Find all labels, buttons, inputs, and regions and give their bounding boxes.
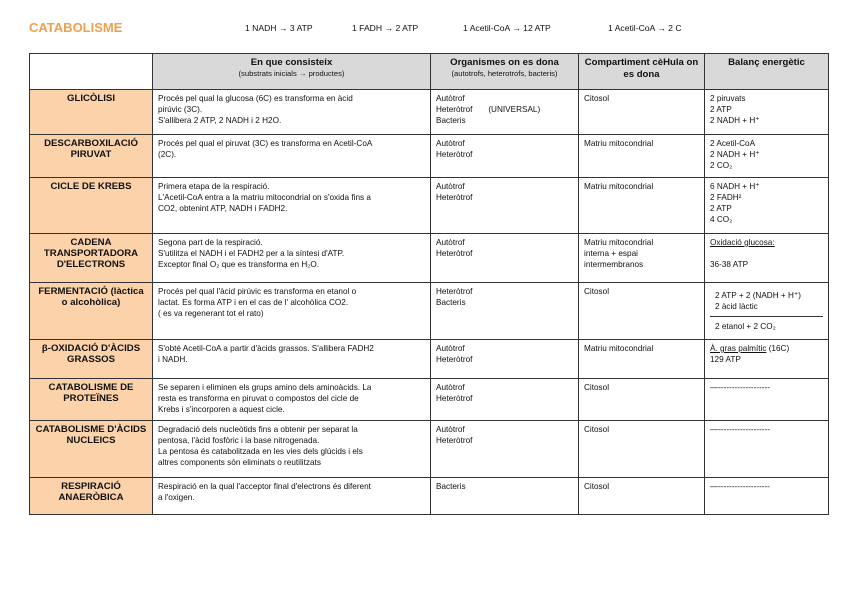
equivalence-acetil-coa-c: 1 Acetil-CoA → 2 C xyxy=(608,23,682,33)
energy-balance-cell xyxy=(705,340,829,379)
process-name: CATABOLISME D'ÀCIDS NUCLEICS xyxy=(30,421,153,478)
organism-line: Heteròtrof xyxy=(436,287,473,296)
description-cell xyxy=(153,379,431,421)
compartment-cell xyxy=(579,283,705,340)
energy-balance-alcoholic xyxy=(710,317,823,336)
header-description xyxy=(153,54,431,90)
energy-balance-line: 36-38 ATP xyxy=(710,260,749,269)
organisms-cell xyxy=(431,90,579,135)
compartment-line: Citosol xyxy=(584,482,610,491)
organism-line: Heteròtrof xyxy=(436,150,473,159)
description-line: i NADH. xyxy=(158,355,188,364)
energy-balance-line: 2 piruvats xyxy=(710,94,746,103)
compartment-line: Citosol xyxy=(584,94,610,103)
table-row xyxy=(30,340,829,379)
organism-line: Bacteris xyxy=(436,116,466,125)
description-line: altres components són eliminats o reutilitzats xyxy=(158,458,321,467)
compartment-cell xyxy=(579,340,705,379)
organism-line: Autòtrof xyxy=(436,383,465,392)
table-row xyxy=(30,478,829,515)
description-cell xyxy=(153,478,431,515)
compartment-line: interna + espai xyxy=(584,249,638,258)
header-description-subtitle: (substrats inicials → productes) xyxy=(238,69,345,78)
process-name: CADENA TRANSPORTADORA D'ELECTRONS xyxy=(30,234,153,283)
description-line: Procés pel qual l'àcid pirúvic es transforma en etanol o xyxy=(158,287,357,296)
process-name: β-OXIDACIÓ D'ÀCIDS GRASSOS xyxy=(30,340,153,379)
description-line: Degradació dels nucleòtids fins a obtenir per separat la xyxy=(158,425,358,434)
energy-balance-suffix: (16C) xyxy=(766,344,790,353)
organisms-cell xyxy=(431,379,579,421)
page-title: CATABOLISME xyxy=(29,20,123,35)
table-row xyxy=(30,379,829,421)
organism-line: Heteròtrof xyxy=(436,355,473,364)
header-blank-cell xyxy=(30,54,153,90)
description-cell xyxy=(153,178,431,234)
organism-line: Autòtrof xyxy=(436,182,465,191)
header-energy-balance xyxy=(705,54,829,90)
organism-line: Autòtrof xyxy=(436,94,465,103)
energy-balance-line: 2 FADH² xyxy=(710,193,742,202)
equivalence-acetil-coa-atp: 1 Acetil-CoA → 12 ATP xyxy=(463,23,551,33)
energy-balance-cell xyxy=(705,178,829,234)
compartment-cell xyxy=(579,478,705,515)
energy-balance-line: 129 ATP xyxy=(710,355,741,364)
compartment-cell xyxy=(579,421,705,478)
energy-balance-line: 2 àcid làctic xyxy=(715,302,758,311)
process-name: CICLE DE KREBS xyxy=(30,178,153,234)
organism-line: Heteròtrof xyxy=(436,436,473,445)
energy-balance-cell xyxy=(705,478,829,515)
description-line: Exceptor final O₂ que es transforma en H₂O. xyxy=(158,260,320,269)
energy-balance-line: 2 NADH + H⁺ xyxy=(710,150,760,159)
compartment-cell xyxy=(579,234,705,283)
description-line: pentosa, l'àcid fosfòric i la base nitrogenada. xyxy=(158,436,320,445)
energy-balance-line: 2 ATP + 2 (NADH + H⁺) xyxy=(715,291,801,300)
compartment-line: Citosol xyxy=(584,383,610,392)
equivalence-nadh: 1 NADH → 3 ATP xyxy=(245,23,313,33)
organism-line: Autòtrof xyxy=(436,425,465,434)
table-row xyxy=(30,283,829,340)
description-cell xyxy=(153,135,431,178)
header-organisms-title: Organismes on es dona xyxy=(450,57,559,68)
energy-balance-line: 4 CO₂ xyxy=(710,215,733,224)
energy-balance-underlined: À. gras palmític xyxy=(710,344,767,353)
energy-balance-line: 6 NADH + H⁺ xyxy=(710,182,760,191)
process-name: GLICÒLISI xyxy=(30,90,153,135)
organisms-cell xyxy=(431,234,579,283)
description-line: lactat. Es forma ATP i en el cas de l' alcohòlica CO2. xyxy=(158,298,349,307)
table-body xyxy=(30,90,829,515)
organism-line: Bacteris xyxy=(436,298,466,307)
compartment-line: intermembranos xyxy=(584,260,644,269)
organisms-cell xyxy=(431,178,579,234)
description-line: Procés pel qual el piruvat (3C) es transforma en Acetil-CoA xyxy=(158,139,373,148)
description-line: CO2, obtenint ATP, NADH i FADH2. xyxy=(158,204,288,213)
process-name: DESCARBOXILACIÓ PIRUVAT xyxy=(30,135,153,178)
process-name: FERMENTACIÓ (làctica o alcohòlica) xyxy=(30,283,153,340)
compartment-cell xyxy=(579,135,705,178)
process-name: RESPIRACIÓ ANAERÒBICA xyxy=(30,478,153,515)
description-cell xyxy=(153,421,431,478)
description-line: ( es va regenerant tot el rato) xyxy=(158,309,264,318)
description-line: S'allibera 2 ATP, 2 NADH i 2 H2O. xyxy=(158,116,282,125)
header-compartment-title: Compartiment cèHula on es dona xyxy=(584,57,699,80)
energy-balance-line: 2 etanol + 2 CO₂ xyxy=(715,322,776,331)
energy-balance-line: 2 CO₂ xyxy=(710,161,733,170)
description-line: Respiració en la qual l'acceptor final d'electrons és diferent xyxy=(158,482,371,491)
header-description-title: En que consisteix xyxy=(250,57,333,68)
energy-balance-line: 2 ATP xyxy=(710,204,732,213)
organism-line: Heteròtrof xyxy=(436,193,473,202)
description-line: Se separen i eliminen els grups amino dels aminoàcids. La xyxy=(158,383,372,392)
energy-balance-cell xyxy=(705,421,829,478)
energy-balance-line xyxy=(710,248,823,259)
energy-balance-lactic xyxy=(710,286,823,317)
energy-balance-cell xyxy=(705,90,829,135)
organism-line: Heteròtrof (UNIVERSAL) xyxy=(436,105,541,114)
description-cell xyxy=(153,90,431,135)
catabolism-table xyxy=(29,53,829,515)
header-row xyxy=(30,54,829,90)
description-line: pirúvic (3C). xyxy=(158,105,203,114)
organism-line: Autòtrof xyxy=(436,344,465,353)
header-organisms xyxy=(431,54,579,90)
compartment-line: Matriu mitocondrial xyxy=(584,344,654,353)
energy-balance-line: Oxidació glucosa: xyxy=(710,238,775,247)
energy-balance-line: 2 NADH + H⁺ xyxy=(710,116,760,125)
energy-balance-line: —------------------- xyxy=(710,482,770,491)
description-line: (2C). xyxy=(158,150,177,159)
table-row xyxy=(30,234,829,283)
description-cell xyxy=(153,340,431,379)
organisms-cell xyxy=(431,135,579,178)
description-line: Krebs i s'incorporen a aquest cicle. xyxy=(158,405,285,414)
process-name: CATABOLISME DE PROTEÏNES xyxy=(30,379,153,421)
description-line: Segona part de la respiració. xyxy=(158,238,263,247)
description-line: La pentosa és catabolitzada en les vies dels glúcids i els xyxy=(158,447,363,456)
compartment-cell xyxy=(579,90,705,135)
compartment-line: Citosol xyxy=(584,287,610,296)
header-organisms-subtitle: (autotrofs, heterotrofs, bacteris) xyxy=(451,69,558,78)
organism-line: Autòtrof xyxy=(436,238,465,247)
compartment-cell xyxy=(579,379,705,421)
header-compartment xyxy=(579,54,705,90)
energy-balance-line: 2 Acetil-CoA xyxy=(710,139,756,148)
compartment-line: Matriu mitocondrial xyxy=(584,139,654,148)
compartment-cell xyxy=(579,178,705,234)
organisms-cell xyxy=(431,283,579,340)
table-row xyxy=(30,90,829,135)
description-line: S'utilitza el NADH i el FADH2 per a la síntesi d'ATP. xyxy=(158,249,345,258)
description-line: S'obté Acetil-CoA a partir d'àcids grassos. S'allibera FADH2 xyxy=(158,344,374,353)
organism-line: Heteròtrof xyxy=(436,394,473,403)
energy-balance-line: —------------------- xyxy=(710,425,770,434)
energy-balance-line: —------------------- xyxy=(710,383,770,392)
organism-line: Bacteris xyxy=(436,482,466,491)
organism-line: Heteròtrof xyxy=(436,249,473,258)
energy-balance-cell xyxy=(705,234,829,283)
description-line: a l'oxigen. xyxy=(158,493,195,502)
description-line: resta es transforma en piruvat o compostos del cicle de xyxy=(158,394,359,403)
organisms-cell xyxy=(431,340,579,379)
description-line: Primera etapa de la respiració. xyxy=(158,182,270,191)
description-line: L'Acetil-CoA entra a la matriu mitocondrial on s'oxida fins a xyxy=(158,193,371,202)
header-energy-balance-title: Balanç energètic xyxy=(728,57,805,68)
energy-balance-cell xyxy=(705,135,829,178)
table-row xyxy=(30,135,829,178)
description-line: Procés pel qual la glucosa (6C) es transforma en àcid xyxy=(158,94,353,103)
equivalence-fadh: 1 FADH → 2 ATP xyxy=(352,23,419,33)
energy-balance-cell xyxy=(705,283,829,340)
table-row xyxy=(30,178,829,234)
table-row xyxy=(30,421,829,478)
compartment-line: Matriu mitocondrial xyxy=(584,182,654,191)
compartment-line: Matriu mitocondrial xyxy=(584,238,654,247)
organism-line: Autòtrof xyxy=(436,139,465,148)
compartment-line: Citosol xyxy=(584,425,610,434)
energy-balance-cell xyxy=(705,379,829,421)
description-cell xyxy=(153,234,431,283)
organisms-cell xyxy=(431,478,579,515)
description-cell xyxy=(153,283,431,340)
organisms-cell xyxy=(431,421,579,478)
energy-balance-line: 2 ATP xyxy=(710,105,732,114)
